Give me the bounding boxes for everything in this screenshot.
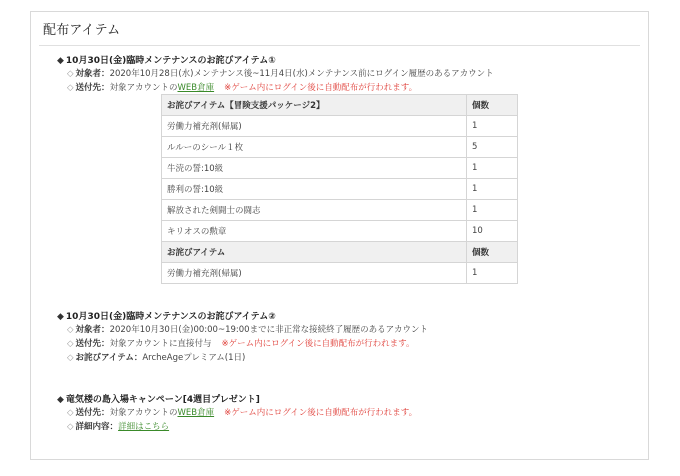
table-cell-count: 1 — [467, 179, 518, 200]
section1-destination-line — [67, 81, 417, 93]
table-row — [162, 200, 518, 221]
circle-bullet-icon: ◇ — [67, 69, 74, 79]
table-cell-count: 1 — [467, 200, 518, 221]
table-cell-item: 労働力補充剤(帰属) — [162, 116, 467, 137]
section2-item-line — [67, 351, 245, 363]
section2-destination-line — [67, 337, 415, 349]
diamond-icon: ◆ — [57, 395, 64, 405]
circle-bullet-icon: ◇ — [67, 422, 74, 432]
items-table — [161, 94, 518, 284]
web-warehouse-link[interactable]: WEB倉庫 — [177, 408, 215, 418]
diamond-icon: ◆ — [57, 312, 64, 322]
table-row — [162, 116, 518, 137]
table-row — [162, 179, 518, 200]
table-header-count: 個数 — [467, 95, 518, 116]
section2-item-value: ArcheAgeプレミアム(1日) — [142, 353, 246, 363]
table-cell-item: ルルーのシール１枚 — [162, 137, 467, 158]
table-cell-item: 労働力補充剤(帰属) — [162, 263, 467, 284]
section1-heading — [57, 53, 276, 66]
section2-target-line — [67, 323, 428, 335]
section1-destination-prefix: 対象アカウントの — [109, 83, 178, 93]
table-header-item: お詫びアイテム — [162, 242, 467, 263]
section2-auto-distribution-note: ※ゲーム内にログイン後に自動配布が行われます。 — [221, 339, 415, 349]
section2-destination-value: 対象アカウントに直接付与 — [109, 339, 212, 349]
table-row — [162, 137, 518, 158]
section2-target-value: 2020年10月30日(金)00:00~19:00までに非正常な接続終了履歴のあるアカウント — [109, 325, 428, 335]
details-link[interactable]: 詳細はこちら — [118, 422, 170, 432]
table-cell-item: 牛涜の誓:10級 — [162, 158, 467, 179]
table-cell-item: キリオスの勲章 — [162, 221, 467, 242]
table-header-count: 個数 — [467, 242, 518, 263]
section1-target-line — [67, 67, 494, 79]
table-cell-count: 1 — [467, 158, 518, 179]
web-warehouse-link[interactable]: WEB倉庫 — [177, 83, 215, 93]
panel-title: 配布アイテム — [43, 23, 121, 38]
circle-bullet-icon: ◇ — [67, 83, 74, 93]
table-cell-item: 勝利の誓:10級 — [162, 179, 467, 200]
section3-destination-key: 送付先： — [75, 408, 110, 418]
circle-bullet-icon: ◇ — [67, 325, 74, 335]
section3-auto-distribution-note: ※ゲーム内にログイン後に自動配布が行われます。 — [224, 408, 418, 418]
section2-item-key: お詫びアイテム： — [75, 353, 143, 363]
section1-heading-text: 10月30日(金)臨時メンテナンスのお詫びアイテム① — [65, 56, 276, 66]
table-cell-count: 1 — [467, 263, 518, 284]
diamond-icon: ◆ — [57, 56, 64, 66]
table-row — [162, 263, 518, 284]
section2-heading — [57, 309, 276, 322]
section3-heading-text: 竜気楼の島入場キャンペーン[4週目プレゼント] — [65, 395, 260, 405]
section3-detail-line — [67, 420, 169, 432]
circle-bullet-icon: ◇ — [67, 339, 74, 349]
table-cell-item: 解放された剣闘士の闘志 — [162, 200, 467, 221]
section2-heading-text: 10月30日(金)臨時メンテナンスのお詫びアイテム② — [65, 312, 276, 322]
section1-target-key: 対象者： — [75, 69, 110, 79]
section1-target-value: 2020年10月28日(水)メンテナンス後~11月4日(水)メンテナンス前にログイン履歴のあるアカウント — [109, 69, 494, 79]
table-cell-count: 10 — [467, 221, 518, 242]
section3-detail-key: 詳細内容： — [75, 422, 119, 432]
section3-destination-line — [67, 406, 417, 418]
section1-destination-key: 送付先： — [75, 83, 110, 93]
table-cell-count: 5 — [467, 137, 518, 158]
distribution-items-panel — [30, 11, 649, 460]
title-divider — [39, 45, 640, 46]
circle-bullet-icon: ◇ — [67, 353, 74, 363]
table-cell-count: 1 — [467, 116, 518, 137]
section2-destination-key: 送付先： — [75, 339, 110, 349]
table-header-row — [162, 242, 518, 263]
table-row — [162, 158, 518, 179]
table-row — [162, 221, 518, 242]
section1-auto-distribution-note: ※ゲーム内にログイン後に自動配布が行われます。 — [224, 83, 418, 93]
table-header-item: お詫びアイテム【冒険支援パッケージ2】 — [162, 95, 467, 116]
section3-heading — [57, 392, 260, 405]
section2-target-key: 対象者： — [75, 325, 110, 335]
section3-destination-prefix: 対象アカウントの — [109, 408, 178, 418]
table-header-row — [162, 95, 518, 116]
circle-bullet-icon: ◇ — [67, 408, 74, 418]
